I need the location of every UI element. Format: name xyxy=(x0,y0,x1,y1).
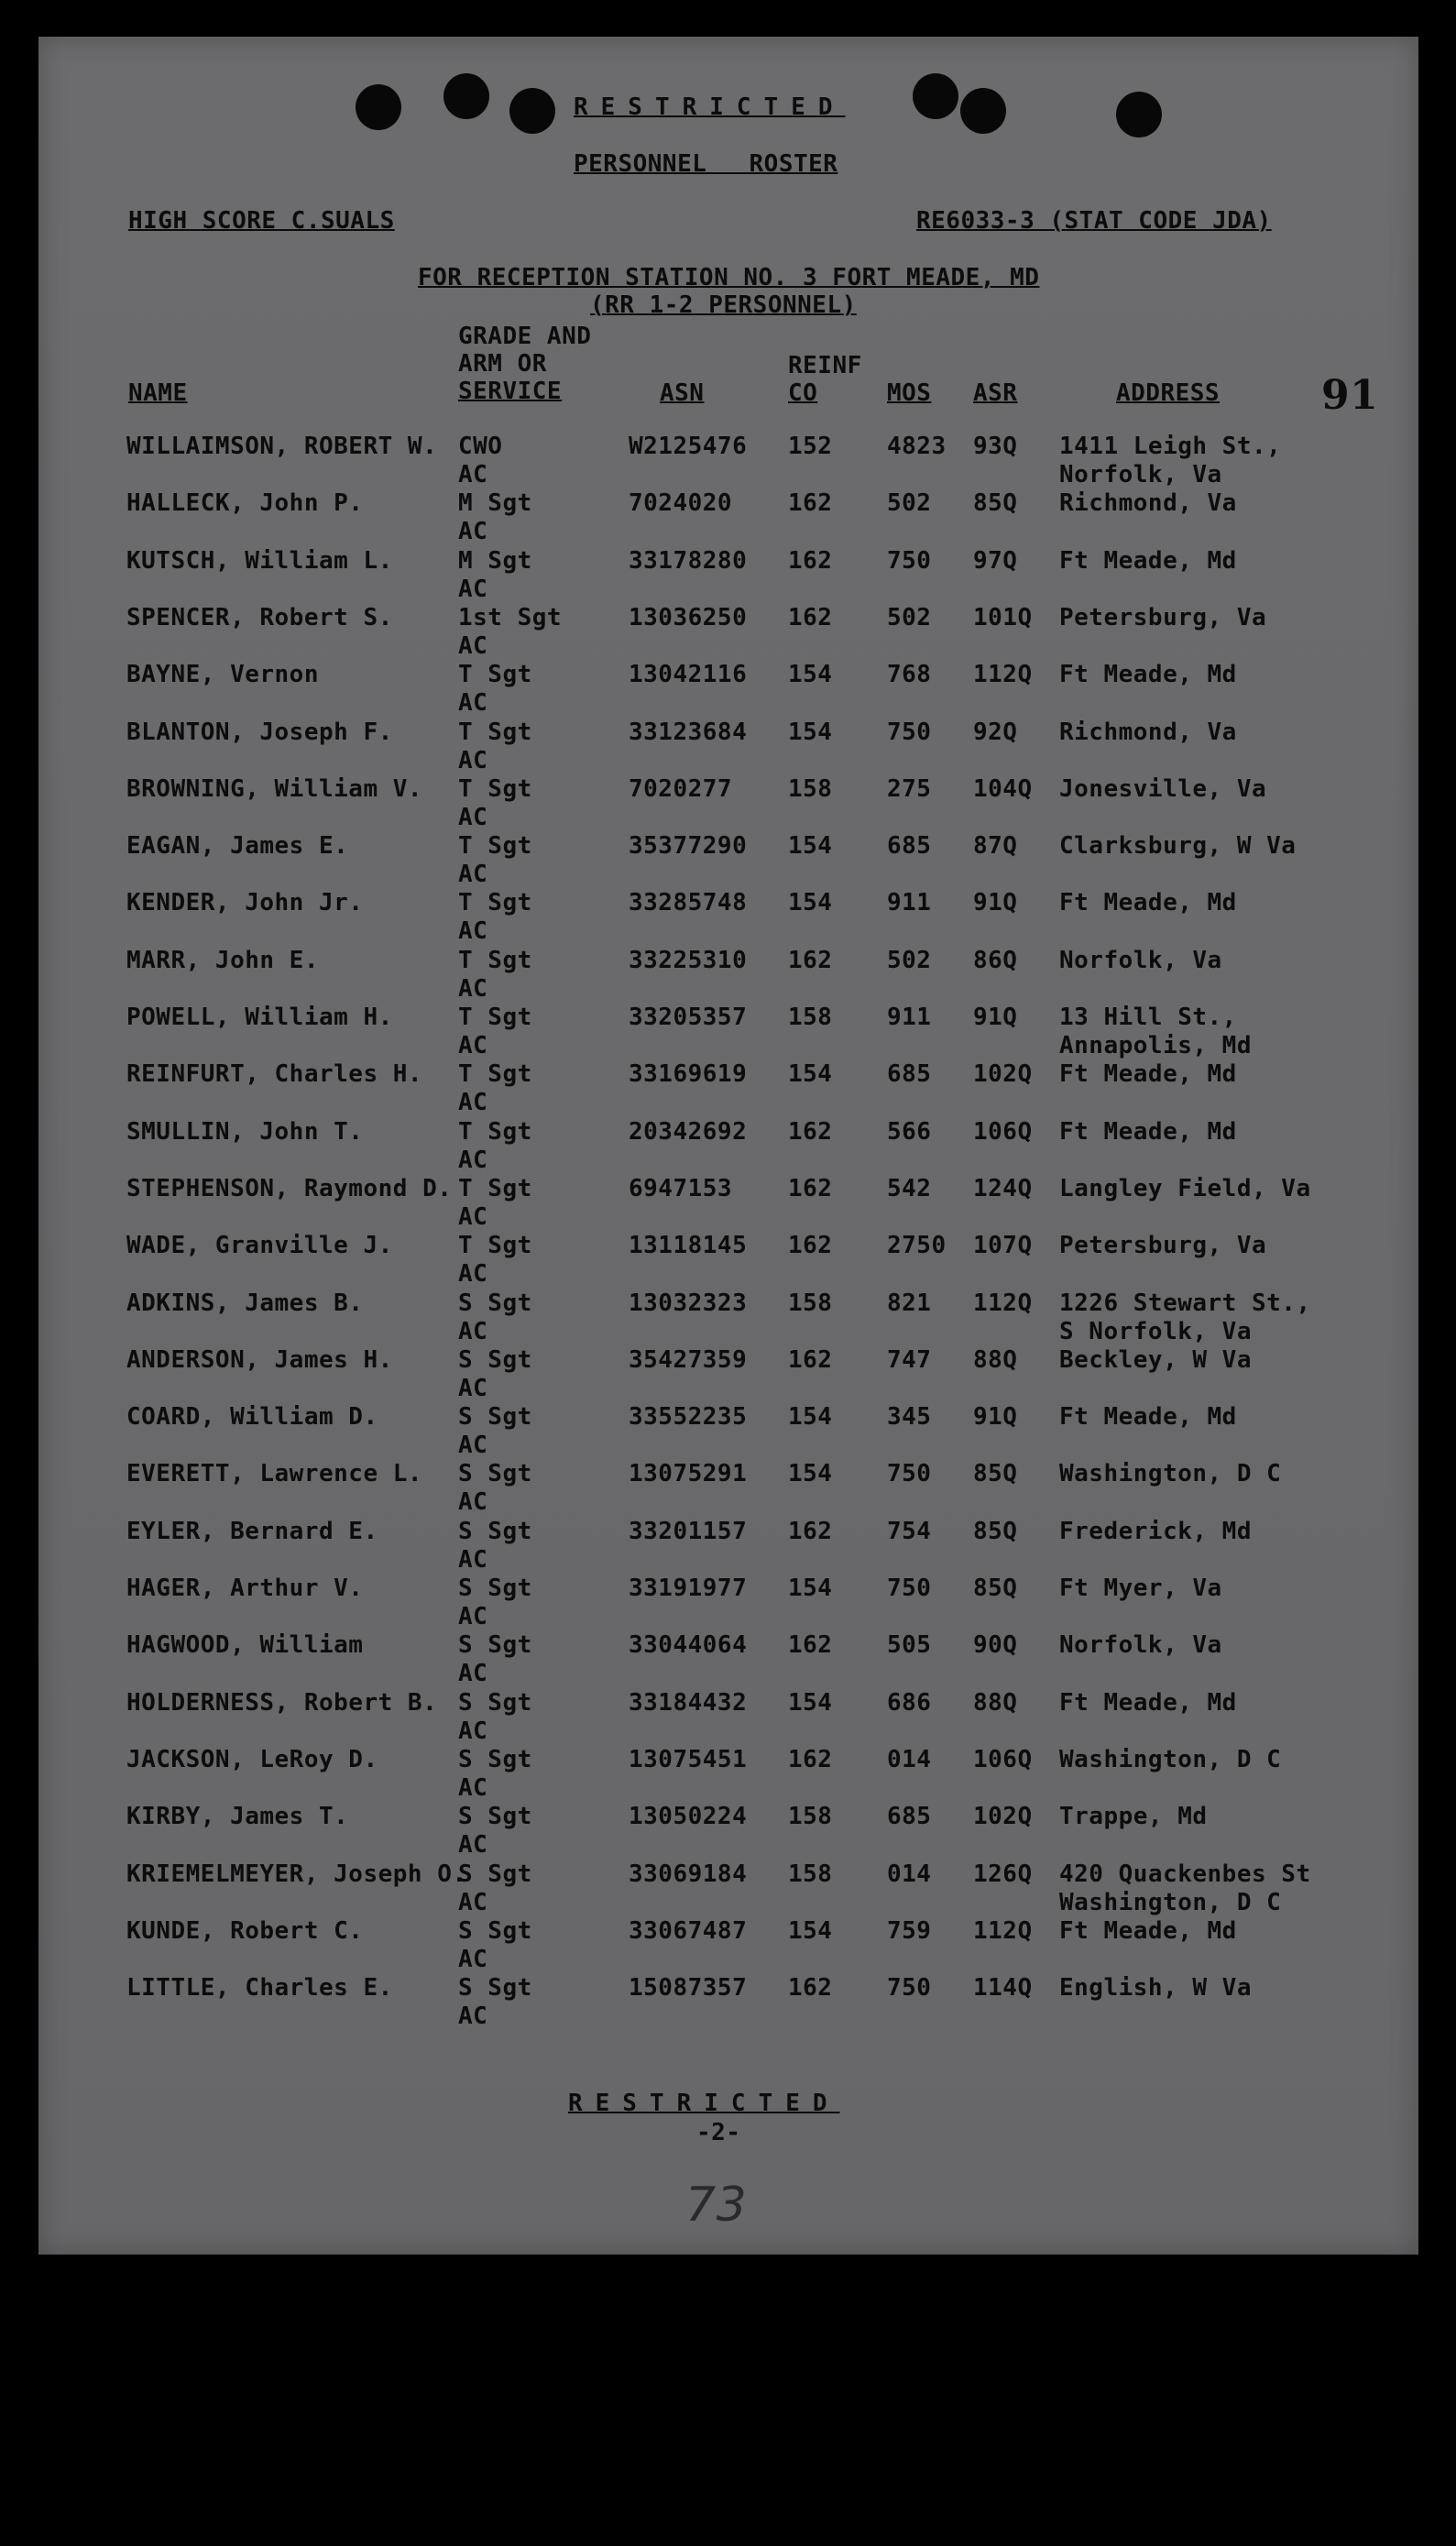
col-header-mos: MOS xyxy=(887,379,932,407)
row-address: 13 Hill St., xyxy=(1059,1004,1237,1031)
row-grade: S Sgt xyxy=(458,1689,532,1717)
row-service: AC xyxy=(458,2003,488,2030)
row-name: EAGAN, James E. xyxy=(126,832,349,860)
row-name: KRIEMELMEYER, Joseph O. xyxy=(126,1860,467,1888)
row-address: Frederick, Md xyxy=(1059,1518,1252,1545)
col-header-grade-3: SERVICE xyxy=(458,378,563,405)
row-service: AC xyxy=(458,917,488,945)
document-page xyxy=(38,37,1418,2255)
row-service: AC xyxy=(458,1889,488,1916)
table-row xyxy=(38,547,1418,604)
row-asn: 33178280 xyxy=(629,547,748,575)
row-mos: 502 xyxy=(887,604,932,631)
table-row xyxy=(38,604,1418,661)
col-header-co-1: REINF xyxy=(788,352,862,379)
row-mos: 911 xyxy=(887,1004,932,1031)
personnel-subtitle: (RR 1-2 PERSONNEL) xyxy=(590,291,857,319)
row-name: EVERETT, Lawrence L. xyxy=(126,1460,423,1487)
row-reinf-co: 154 xyxy=(788,1060,833,1088)
row-reinf-co: 162 xyxy=(788,1746,833,1773)
row-grade: S Sgt xyxy=(458,1289,532,1317)
col-header-grade-1: GRADE AND xyxy=(458,323,592,350)
row-address-line2: S Norfolk, Va xyxy=(1059,1318,1252,1345)
row-mos: 542 xyxy=(887,1175,932,1202)
table-row xyxy=(38,1689,1418,1746)
row-asr: 126Q xyxy=(973,1860,1033,1888)
row-name: MARR, John E. xyxy=(126,947,319,974)
row-grade: T Sgt xyxy=(458,947,532,974)
row-reinf-co: 152 xyxy=(788,433,833,460)
row-mos: 275 xyxy=(887,775,932,803)
row-address: Ft Meade, Md xyxy=(1059,661,1237,688)
row-service: AC xyxy=(458,747,488,774)
row-service: AC xyxy=(458,1831,488,1859)
row-grade: S Sgt xyxy=(458,1803,532,1830)
row-asn: 33184432 xyxy=(629,1689,748,1717)
row-address: Ft Meade, Md xyxy=(1059,1403,1237,1431)
row-address: Norfolk, Va xyxy=(1059,1631,1222,1659)
row-asr: 85Q xyxy=(973,489,1018,517)
row-name: ADKINS, James B. xyxy=(126,1289,364,1317)
row-grade: S Sgt xyxy=(458,1917,532,1945)
row-asr: 102Q xyxy=(973,1803,1033,1830)
row-name: STEPHENSON, Raymond D. xyxy=(126,1175,453,1202)
row-mos: 4823 xyxy=(887,433,947,460)
row-name: HAGWOOD, William xyxy=(126,1631,364,1659)
row-asr: 107Q xyxy=(973,1232,1033,1259)
row-service: AC xyxy=(458,1432,488,1459)
row-reinf-co: 162 xyxy=(788,1118,833,1146)
row-asr: 106Q xyxy=(973,1746,1033,1773)
row-service: AC xyxy=(458,975,488,1003)
row-mos: 502 xyxy=(887,947,932,974)
row-reinf-co: 162 xyxy=(788,1346,833,1374)
table-row xyxy=(38,1346,1418,1403)
row-grade: T Sgt xyxy=(458,1118,532,1146)
table-row xyxy=(38,1060,1418,1117)
row-asn: 33123684 xyxy=(629,719,748,746)
row-service: AC xyxy=(458,1318,488,1345)
classification-bottom: RESTRICTED xyxy=(568,2090,840,2117)
row-asn: 33201157 xyxy=(629,1518,748,1545)
row-address: Ft Meade, Md xyxy=(1059,547,1237,575)
row-address: Ft Meade, Md xyxy=(1059,1917,1237,1945)
row-address: 420 Quackenbes St xyxy=(1059,1860,1311,1888)
row-grade: T Sgt xyxy=(458,1060,532,1088)
row-service: AC xyxy=(458,1717,488,1745)
row-asn: 33205357 xyxy=(629,1004,748,1031)
row-reinf-co: 154 xyxy=(788,1460,833,1487)
row-asr: 86Q xyxy=(973,947,1018,974)
row-asr: 92Q xyxy=(973,719,1018,746)
row-grade: T Sgt xyxy=(458,719,532,746)
page-number: 91 xyxy=(1321,372,1379,419)
row-asn: 33191977 xyxy=(629,1575,748,1602)
row-asr: 85Q xyxy=(973,1575,1018,1602)
row-name: BLANTON, Joseph F. xyxy=(126,719,393,746)
table-row xyxy=(38,1175,1418,1232)
row-asr: 124Q xyxy=(973,1175,1033,1202)
row-asr: 91Q xyxy=(973,1403,1018,1431)
row-grade: S Sgt xyxy=(458,1460,532,1487)
punch-hole-2 xyxy=(443,73,489,119)
row-mos: 014 xyxy=(887,1860,932,1888)
row-grade: S Sgt xyxy=(458,1746,532,1773)
row-reinf-co: 162 xyxy=(788,1518,833,1545)
row-mos: 502 xyxy=(887,489,932,517)
row-asn: 13118145 xyxy=(629,1232,748,1259)
row-address: Petersburg, Va xyxy=(1059,604,1267,631)
row-asr: 112Q xyxy=(973,1917,1033,1945)
row-asr: 88Q xyxy=(973,1346,1018,1374)
row-address: Ft Meade, Md xyxy=(1059,1689,1237,1717)
table-row xyxy=(38,1118,1418,1175)
row-mos: 345 xyxy=(887,1403,932,1431)
table-row xyxy=(38,1860,1418,1917)
row-reinf-co: 158 xyxy=(788,1004,833,1031)
row-asn: 35377290 xyxy=(629,832,748,860)
col-header-address: ADDRESS xyxy=(1116,379,1221,407)
row-name: LITTLE, Charles E. xyxy=(126,1974,393,2002)
punch-hole-4 xyxy=(913,73,958,119)
row-address: Richmond, Va xyxy=(1059,489,1237,517)
row-reinf-co: 154 xyxy=(788,719,833,746)
row-service: AC xyxy=(458,1603,488,1630)
table-row xyxy=(38,832,1418,889)
unit-label: HIGH SCORE C.SUALS xyxy=(128,207,395,235)
row-service: AC xyxy=(458,1032,488,1059)
row-name: KENDER, John Jr. xyxy=(126,889,364,916)
row-grade: S Sgt xyxy=(458,1518,532,1545)
row-asn: 13036250 xyxy=(629,604,748,631)
table-row xyxy=(38,1803,1418,1860)
table-row xyxy=(38,1232,1418,1289)
row-asr: 112Q xyxy=(973,1289,1033,1317)
row-grade: S Sgt xyxy=(458,1575,532,1602)
col-header-name: NAME xyxy=(128,379,188,407)
classification-top: RESTRICTED xyxy=(574,93,846,121)
table-row xyxy=(38,889,1418,946)
roster-title: PERSONNEL ROSTER xyxy=(574,150,838,178)
row-name: JACKSON, LeRoy D. xyxy=(126,1746,378,1773)
row-service: AC xyxy=(458,1546,488,1574)
row-name: REINFURT, Charles H. xyxy=(126,1060,423,1088)
row-address: English, W Va xyxy=(1059,1974,1252,2002)
row-asr: 114Q xyxy=(973,1974,1033,2002)
row-grade: T Sgt xyxy=(458,832,532,860)
row-service: AC xyxy=(458,689,488,717)
row-reinf-co: 158 xyxy=(788,775,833,803)
row-address: Petersburg, Va xyxy=(1059,1232,1267,1259)
table-row xyxy=(38,661,1418,718)
row-name: WADE, Granville J. xyxy=(126,1232,393,1259)
row-asn: 33069184 xyxy=(629,1860,748,1888)
table-row xyxy=(38,1460,1418,1517)
row-grade: M Sgt xyxy=(458,489,532,517)
table-row xyxy=(38,1746,1418,1803)
row-mos: 750 xyxy=(887,1460,932,1487)
row-grade: S Sgt xyxy=(458,1346,532,1374)
row-asn: 7020277 xyxy=(629,775,733,803)
row-service: AC xyxy=(458,1089,488,1116)
row-service: AC xyxy=(458,1375,488,1402)
row-reinf-co: 158 xyxy=(788,1860,833,1888)
table-row xyxy=(38,489,1418,546)
row-name: BAYNE, Vernon xyxy=(126,661,319,688)
row-asn: 6947153 xyxy=(629,1175,733,1202)
row-asr: 90Q xyxy=(973,1631,1018,1659)
row-address: Norfolk, Va xyxy=(1059,947,1222,974)
row-asn: 15087357 xyxy=(629,1974,748,2002)
row-mos: 768 xyxy=(887,661,932,688)
row-asr: 104Q xyxy=(973,775,1033,803)
row-asn: 20342692 xyxy=(629,1118,748,1146)
row-asn: 33225310 xyxy=(629,947,748,974)
row-mos: 685 xyxy=(887,1060,932,1088)
row-name: HOLDERNESS, Robert B. xyxy=(126,1689,438,1717)
row-address: Washington, D C xyxy=(1059,1746,1282,1773)
row-asn: 33169619 xyxy=(629,1060,748,1088)
row-name: ANDERSON, James H. xyxy=(126,1346,393,1374)
row-mos: 821 xyxy=(887,1289,932,1317)
row-grade: T Sgt xyxy=(458,1175,532,1202)
row-grade: T Sgt xyxy=(458,889,532,916)
table-row xyxy=(38,433,1418,489)
row-name: KIRBY, James T. xyxy=(126,1803,349,1830)
row-service: AC xyxy=(458,1946,488,1973)
row-name: SPENCER, Robert S. xyxy=(126,604,393,631)
row-mos: 505 xyxy=(887,1631,932,1659)
row-reinf-co: 154 xyxy=(788,661,833,688)
row-name: SMULLIN, John T. xyxy=(126,1118,364,1146)
row-service: AC xyxy=(458,576,488,603)
row-asn: 13075291 xyxy=(629,1460,748,1487)
table-row xyxy=(38,1575,1418,1631)
row-service: AC xyxy=(458,1147,488,1174)
row-grade: T Sgt xyxy=(458,1232,532,1259)
row-name: COARD, William D. xyxy=(126,1403,378,1431)
row-service: AC xyxy=(458,1660,488,1687)
row-service: AC xyxy=(458,1260,488,1288)
row-reinf-co: 154 xyxy=(788,1689,833,1717)
row-reinf-co: 158 xyxy=(788,1289,833,1317)
row-reinf-co: 154 xyxy=(788,1917,833,1945)
row-asn: 33067487 xyxy=(629,1917,748,1945)
row-mos: 750 xyxy=(887,547,932,575)
row-reinf-co: 154 xyxy=(788,1575,833,1602)
row-reinf-co: 162 xyxy=(788,1631,833,1659)
row-reinf-co: 162 xyxy=(788,1175,833,1202)
row-grade: S Sgt xyxy=(458,1403,532,1431)
row-service: AC xyxy=(458,461,488,488)
row-address: Richmond, Va xyxy=(1059,719,1237,746)
row-grade: CWO xyxy=(458,433,503,460)
col-header-asn: ASN xyxy=(660,379,705,407)
row-name: HAGER, Arthur V. xyxy=(126,1575,364,1602)
row-asn: 33552235 xyxy=(629,1403,748,1431)
row-name: POWELL, William H. xyxy=(126,1004,393,1031)
row-grade: M Sgt xyxy=(458,547,532,575)
row-address: Washington, D C xyxy=(1059,1460,1282,1487)
row-address: Ft Meade, Md xyxy=(1059,889,1237,916)
row-asr: 87Q xyxy=(973,832,1018,860)
row-asn: 13042116 xyxy=(629,661,748,688)
row-address: Trappe, Md xyxy=(1059,1803,1208,1830)
row-address: 1411 Leigh St., xyxy=(1059,433,1282,460)
row-mos: 747 xyxy=(887,1346,932,1374)
row-reinf-co: 162 xyxy=(788,1974,833,2002)
row-address: Ft Meade, Md xyxy=(1059,1060,1237,1088)
table-row xyxy=(38,1004,1418,1060)
station-line: FOR RECEPTION STATION NO. 3 FORT MEADE, MD xyxy=(418,264,1040,291)
table-row xyxy=(38,1403,1418,1460)
row-asr: 97Q xyxy=(973,547,1018,575)
row-address-line2: Annapolis, Md xyxy=(1059,1032,1252,1059)
row-grade: S Sgt xyxy=(458,1974,532,2002)
table-row xyxy=(38,719,1418,775)
row-mos: 750 xyxy=(887,1974,932,2002)
table-row xyxy=(38,775,1418,832)
row-service: AC xyxy=(458,1203,488,1231)
handwritten-page-number: 73 xyxy=(685,2178,748,2233)
row-service: AC xyxy=(458,518,488,545)
page-marker: -2- xyxy=(696,2119,741,2146)
row-service: AC xyxy=(458,861,488,888)
row-grade: T Sgt xyxy=(458,1004,532,1031)
row-grade: T Sgt xyxy=(458,775,532,803)
row-asr: 93Q xyxy=(973,433,1018,460)
row-reinf-co: 158 xyxy=(788,1803,833,1830)
punch-hole-1 xyxy=(356,84,401,130)
row-reinf-co: 154 xyxy=(788,832,833,860)
punch-hole-3 xyxy=(509,88,555,134)
table-row xyxy=(38,1518,1418,1575)
row-address: Beckley, W Va xyxy=(1059,1346,1252,1374)
row-reinf-co: 162 xyxy=(788,1232,833,1259)
row-address-line2: Norfolk, Va xyxy=(1059,461,1222,488)
row-asn: 33285748 xyxy=(629,889,748,916)
row-name: WILLAIMSON, ROBERT W. xyxy=(126,433,438,460)
row-service: AC xyxy=(458,1488,488,1516)
row-reinf-co: 154 xyxy=(788,889,833,916)
row-asr: 106Q xyxy=(973,1118,1033,1146)
col-header-co-2: CO xyxy=(788,379,818,407)
row-address: 1226 Stewart St., xyxy=(1059,1289,1311,1317)
table-row xyxy=(38,947,1418,1004)
row-address: Jonesville, Va xyxy=(1059,775,1267,803)
row-name: EYLER, Bernard E. xyxy=(126,1518,378,1545)
punch-hole-5 xyxy=(960,88,1006,134)
row-reinf-co: 162 xyxy=(788,547,833,575)
table-row xyxy=(38,1631,1418,1688)
row-asr: 88Q xyxy=(973,1689,1018,1717)
row-asn: 35427359 xyxy=(629,1346,748,1374)
row-reinf-co: 154 xyxy=(788,1403,833,1431)
row-mos: 750 xyxy=(887,1575,932,1602)
row-mos: 2750 xyxy=(887,1232,947,1259)
row-mos: 911 xyxy=(887,889,932,916)
row-grade: S Sgt xyxy=(458,1860,532,1888)
row-service: AC xyxy=(458,1774,488,1802)
row-mos: 014 xyxy=(887,1746,932,1773)
row-asn: 7024020 xyxy=(629,489,733,517)
row-asn: 33044064 xyxy=(629,1631,748,1659)
row-name: BROWNING, William V. xyxy=(126,775,423,803)
row-mos: 566 xyxy=(887,1118,932,1146)
row-address: Clarksburg, W Va xyxy=(1059,832,1297,860)
row-address-line2: Washington, D C xyxy=(1059,1889,1282,1916)
row-asn: 13075451 xyxy=(629,1746,748,1773)
row-mos: 750 xyxy=(887,719,932,746)
row-asn: 13050224 xyxy=(629,1803,748,1830)
row-grade: 1st Sgt xyxy=(458,604,563,631)
table-row xyxy=(38,1289,1418,1346)
row-mos: 759 xyxy=(887,1917,932,1945)
row-service: AC xyxy=(458,804,488,831)
row-mos: 685 xyxy=(887,1803,932,1830)
row-reinf-co: 162 xyxy=(788,947,833,974)
table-row xyxy=(38,1917,1418,1974)
row-reinf-co: 162 xyxy=(788,489,833,517)
row-name: KUNDE, Robert C. xyxy=(126,1917,364,1945)
row-service: AC xyxy=(458,632,488,660)
row-name: KUTSCH, William L. xyxy=(126,547,393,575)
row-name: HALLECK, John P. xyxy=(126,489,364,517)
row-mos: 686 xyxy=(887,1689,932,1717)
row-asr: 102Q xyxy=(973,1060,1033,1088)
row-asr: 101Q xyxy=(973,604,1033,631)
row-asr: 85Q xyxy=(973,1460,1018,1487)
row-asr: 112Q xyxy=(973,661,1033,688)
col-header-asr: ASR xyxy=(973,379,1018,407)
row-asn: W2125476 xyxy=(629,433,748,460)
row-asr: 91Q xyxy=(973,1004,1018,1031)
row-address: Ft Meade, Md xyxy=(1059,1118,1237,1146)
punch-hole-6 xyxy=(1116,92,1162,137)
row-asr: 85Q xyxy=(973,1518,1018,1545)
row-mos: 685 xyxy=(887,832,932,860)
order-code: RE6033-3 (STAT CODE JDA) xyxy=(916,207,1272,235)
row-reinf-co: 162 xyxy=(788,604,833,631)
row-address: Langley Field, Va xyxy=(1059,1175,1311,1202)
row-mos: 754 xyxy=(887,1518,932,1545)
row-address: Ft Myer, Va xyxy=(1059,1575,1222,1602)
row-asn: 13032323 xyxy=(629,1289,748,1317)
row-grade: T Sgt xyxy=(458,661,532,688)
row-asr: 91Q xyxy=(973,889,1018,916)
row-grade: S Sgt xyxy=(458,1631,532,1659)
table-row xyxy=(38,1974,1418,2031)
col-header-grade-2: ARM OR xyxy=(458,350,547,378)
